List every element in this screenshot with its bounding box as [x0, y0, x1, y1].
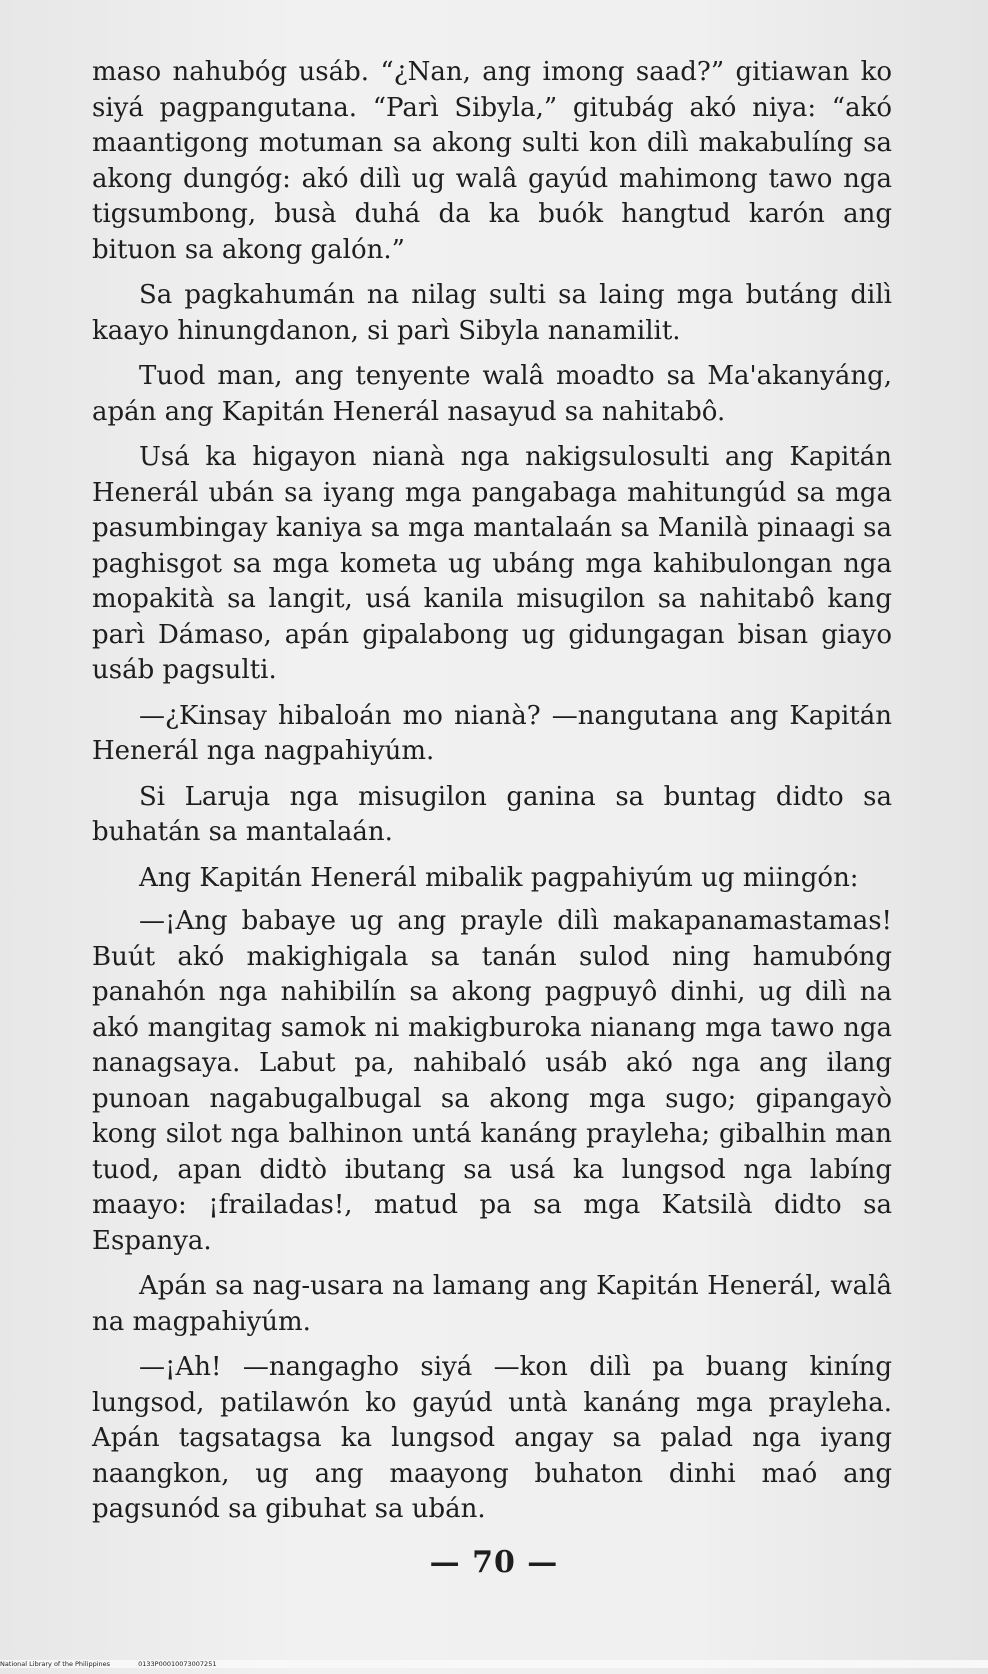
paragraph-2: Sa pagkahumán na nilag sulti sa laing mga butáng dilì kaayo hinungdanon, si parì Sibyla nanamilit. — [92, 280, 892, 346]
footer-library: National Library of the Philippines — [0, 1660, 111, 1668]
paragraph-9: Apán sa nag-usara na lamang ang Kapitán Henerál, walâ na magpahiyúm. — [92, 1271, 892, 1337]
paragraph-8: —¡Ang babaye ug ang prayle dilì makapanamastamas! Buút akó makighigala sa tanán sulod ning hamubóng panahón nga nahibilín sa akong pagpuyô dinhi, ug dilì na akó mangitag samok ni makigburoka nianang mga tawo nga nanagsaya. Labut pa, nahibaló usáb akó nga ang ilang punoan nagabugalbugal sa akong mga sugo; gipangayò kong silot nga balhinon untá kanáng prayleha; gibalhin man tuod, apan didtò ibutang sa usá ka lungsod nga labíng maayo: ¡frailadas!, matud pa sa mga Katsilà didto sa Espanya. — [92, 906, 892, 1256]
paragraph-3: Tuod man, ang tenyente walâ moadto sa Ma'akanyáng, apán ang Kapitán Henerál nasayud sa nahitabô. — [92, 361, 892, 427]
paragraph-7: Ang Kapitán Henerál mibalik pagpahiyúm ug miingón: — [139, 862, 859, 893]
paragraph-1: maso nahubóg usáb. “¿Nan, ang imong saad?” gitiawan ko siyá pagpangutana. “Parì Sibyla,” gitubág akó niya: “akó maantigong motuman sa akong sulti kon dilì makabulíng sa akong dungóg: akó dilì ug walâ gayúd mahimong tawo nga tigsumbong, busà duhá da ka buók hangtud karón ang bituon sa akong galón.” — [92, 57, 892, 265]
paragraph-6: Si Laruja nga misugilon ganina sa buntag didto sa buhatán sa mantalaán. — [92, 781, 892, 847]
scan-footer — [0, 1660, 988, 1668]
page-body-text — [92, 55, 892, 1538]
paragraph-4: Usá ka higayon nianà nga nakigsulosulti ang Kapitán Henerál ubán sa iyang mga pangabaga mahitungúd sa mga pasumbingay kaniya sa mga mantalaán sa Manilà pinaagi sa paghisgot sa mga kometa ug ubáng mga kahibulongan nga mopakità sa langit, usá kanila misugilon sa nahitabô kang parì Dámaso, apán gipalabong ug gidungagan bisan giayo usáb pagsulti. — [92, 442, 892, 685]
paragraph-10: —¡Ah! —nangagho siyá —kon dilì pa buang kiníng lungsod, patilawón ko gayúd untà kanáng mga prayleha. Apán tagsatagsa ka lungsod angay sa palad nga iyang naangkon, ug ang maayong buhaton dinhi maó ang pagsunód sa gibuhat sa ubán. — [92, 1352, 892, 1524]
page-number: — 70 — — [429, 1545, 559, 1580]
paragraph-5: —¿Kinsay hibaloán mo nianà? —nangutana ang Kapitán Henerál nga nagpahiyúm. — [92, 700, 892, 766]
footer-code: 0133P00010073007251 — [138, 1660, 217, 1668]
